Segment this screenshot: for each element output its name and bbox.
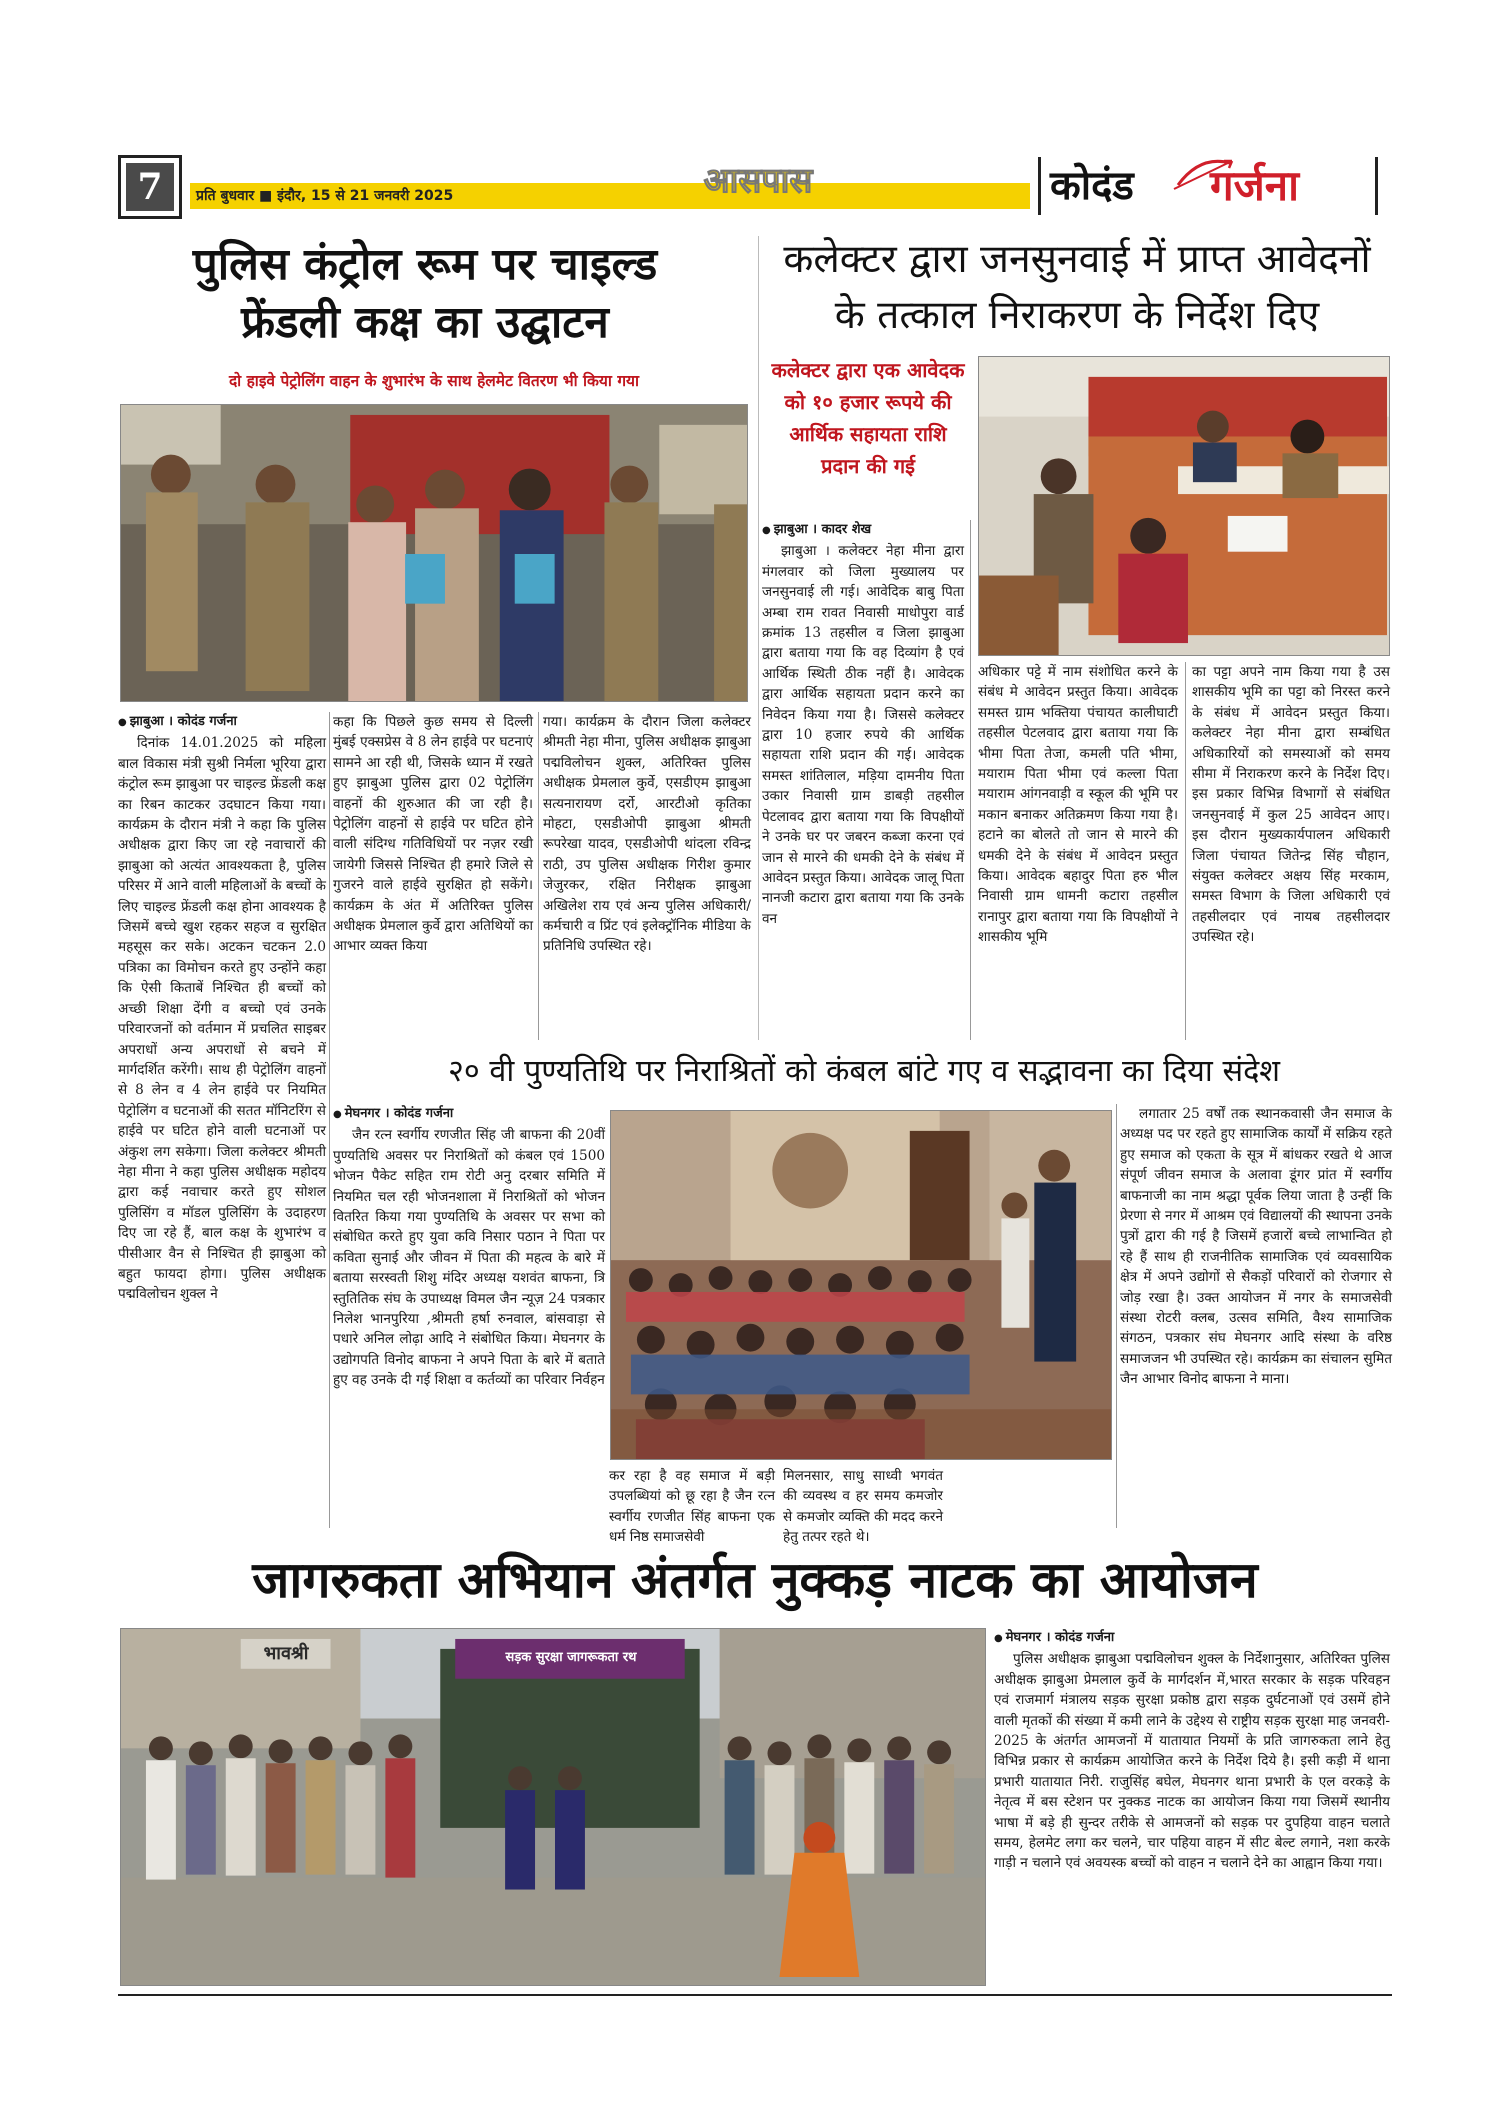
section-title: आसपास: [703, 161, 813, 201]
story2-column-2: [978, 662, 1178, 1040]
page-number: 7: [137, 166, 163, 208]
brand-right: गर्जना: [1210, 161, 1299, 210]
story2-text-col2: अधिकार पट्टे में नाम संशोधित करने के संबंध मे आवेदन प्रस्तुत किया। आवेदक समस्त ग्राम भक्तिया पंचायत कालीघाटी तहसील पेटलवाद द्वारा बताया गया कि भीमा पिता तेजा, कमली पति भीमा, मयाराम पिता भीमा एवं कल्ला पिता मयाराम आंगनवाड़ी व स्कूल की भूमि पर मकान बनाकर अतिक्रमण किया गया है। हटाने का बोलते तो जान से मारने की धमकी देने के संबंध में आवेदन प्रस्तुत किया। आवेदक बहादुर पिता हरु भील निवासी ग्राम धामनी कटारा तहसील रानापुर द्वारा बताया गया कि विपक्षीयों ने शासकीय भूमि: [978, 664, 1178, 946]
bottom-rule: [118, 1994, 1392, 1996]
bullet-icon: ●: [994, 1633, 1003, 1644]
story4-text: पुलिस अधीक्षक झाबुआ पद्मविलोचन शुक्ल के निर्देशानुसार, अतिरिक्त पुलिस अधीक्षक झाबुआ प्रेमलाल कुर्वे के मार्गदर्शन में,भारत सरकार के सड़क परिवहन एवं राजमार्ग मंत्रालय सड़क सुरक्षा प्रकोष्ठ द्वारा सड़क दुर्घटनाओं एवं उसमें होने वाली मृतकों की संख्या में कमी लाने के उद्देश्य से राष्ट्रीय सड़क सुरक्षा माह जनवरी- 2025 के अंतर्गत आमजनों में यातायात नियमों के प्रति जागरुकता लाने हेतु विभिन्न प्रकार से कार्यक्रम आयोजित करने के निर्देश दिये है। इसी कड़ी में थाना प्रभारी यातायात निरी. राजुसिंह बघेल, मेघनगर थाना प्रभारी के एल वरकड़े के नेतृत्व में बस स्टेशन पर नुक्कड नाटक का आयोजन किया गया जिसमें स्थानीय भाषा में बड़े ही सुन्दर तरीके से आमजनों को सड़क पर दुपहिया वाहन चलाते समय, हेलमेट लगा कर चलने, चार पहिया वाहन में सीट बेल्ट लगाने, नशा करके गाड़ी न चलाने एवं अवयस्क बच्चों को वाहन न चलाने देने का आह्वान किया गया।: [994, 1651, 1390, 1872]
story3-column-3: [783, 1466, 943, 1546]
story2-headline-line2: के तत्काल निराकरण के निर्देश दिए: [834, 293, 1320, 338]
story1-headline: [110, 236, 740, 352]
story2-column-1: [762, 520, 964, 1040]
brand-left: कोदंड: [1050, 163, 1134, 209]
story1-byline: झाबुआ । कोदंड गर्जना: [129, 714, 237, 729]
story2-headline: [762, 232, 1392, 344]
story3-byline: मेघनगर । कोदंड गर्जना: [344, 1106, 454, 1121]
story3-text-col1: जैन रत्न स्वर्गीय रणजीत सिंह जी बाफना की 20वीं पुण्यतिथि अवसर पर निराश्रितों को कंबल एवं 1500 भोजन पैकेट सहित राम रोटी अनु दरबार समिति में नियमित चल रही भोजनशाला में निराश्रितों को भोजन वितरित किया गया पुण्यतिथि के अवसर पर सभा को संबोधित करते हुए युवा कवि निसार पठान ने पिता पर कविता सुनाई और जीवन में पिता की महत्व के बारे में बताया सरस्वती शिशु मंदिर अध्यक्ष यशवंत बाफना, त्रि स्तुतितिक संघ के उपाध्यक्ष विमल जैन न्यूज़ 24 पत्रकार निलेश भानपुरिया ,श्रीमती हर्षा रुनवाल, बांसवाड़ा से पधारे अनिल लोढ़ा आदि ने संबोधित किया। मेघनगर के उद्योगपति विनोद बाफना ने अपने पिता के बारे में बताते हुए वह उनके दी गई शिक्षा व कर्तव्यों का परिवार निर्वहन: [333, 1127, 605, 1389]
story3-text-col3: मिलनसार, साधु साध्वी भगवंत की व्यवस्थ व हर समय कमजोर से कमजोर व्यक्ति की मदद करने हेतु तत्पर रहते थे।: [783, 1468, 943, 1546]
story3-text-col4: लगातार 25 वर्षों तक स्थानकवासी जैन समाज के अध्यक्ष पद पर रहते हुए सामाजिक कार्यों में सक्रिय रहते हुए समाज को एकता के सूत्र में बांधकर रखते थे आज संपूर्ण जीवन समाज के अलावा डूंगर प्रांत में स्वर्गीय बाफनाजी का नाम श्रद्धा पूर्वक लिया जाता है उन्हीं कि प्रेरणा से नगर में आश्रम एवं विद्यालयों की स्थापना उनके पुत्रों द्वारा की गई है जिसमें हजारों बच्चे लाभान्वित हो रहे हैं साथ ही राजनीतिक सामाजिक एवं व्यवसायिक क्षेत्र में अपने उद्योगों से सैकड़ों परिवारों को रोजगार से जोड़ रखा है। उक्त आयोजन में नगर के समाजसेवी संस्था रोटरी क्लब, उत्सव समिति, वैश्य सामाजिक संगठन, पत्रकार संघ मेघनगर आदि संस्था के वरिष्ठ समाजजन भी उपस्थित रहे। कार्यक्रम का संचालन सुमित जैन आभार विनोद बाफना ने माना।: [1120, 1106, 1392, 1388]
story1-headline-line2: फ्रेंडली कक्ष का उद्घाटन: [241, 297, 609, 348]
story3-text-col2: कर रहा है वह समाज में बड़ी उपलब्धियां को छू रहा है जैन रत्न स्वर्गीय रणजीत सिंह बाफना एक धर्म निष्ठ समाजसेवी: [609, 1468, 775, 1546]
story2-byline: झाबुआ । कादर शेख: [773, 522, 872, 537]
story1-column-3: [543, 712, 751, 1040]
story1-photo: [120, 404, 748, 702]
story3-headline: २० वी पुण्यतिथि पर निराश्रितों को कंबल बांटे गए व सद्भावना का दिया संदेश: [447, 1054, 1281, 1089]
story2-column-3: [1192, 662, 1390, 1040]
story3-column-1: [333, 1104, 605, 1528]
story1-headline-line1: पुलिस कंट्रोल रूम पर चाइल्ड: [192, 239, 658, 290]
story1-column-1: [118, 712, 326, 1528]
story4-byline: मेघनगर । कोदंड गर्जना: [1005, 1630, 1115, 1645]
story1-column-2: [333, 712, 533, 1040]
masthead: [118, 155, 1388, 219]
story4-photo: [120, 1628, 986, 1986]
story4-headline: जागरुकता अभियान अंतर्गत नुक्कड़ नाटक का आयोजन: [252, 1551, 1258, 1609]
story1-subhead: दो हाइवे पेट्रोलिंग वाहन के शुभारंभ के साथ हेलमेट वितरण भी किया गया: [228, 372, 640, 390]
column-rule: [758, 236, 759, 1040]
bullet-icon: ●: [762, 525, 771, 536]
column-rule: [1185, 662, 1186, 1040]
page-number-box: [118, 155, 182, 219]
story4-column: [994, 1628, 1390, 1986]
bullet-icon: ●: [333, 1109, 342, 1120]
column-rule: [538, 712, 539, 1040]
dateline: प्रति बुधवार ■ इंदौर, 15 से 21 जनवरी 2025: [196, 188, 454, 204]
column-rule: [970, 520, 971, 1040]
story3-photo: [610, 1110, 1112, 1460]
column-rule: [329, 712, 330, 1528]
story2-text-col3: का पट्टा अपने नाम किया गया है उस शासकीय भूमि का पट्टा को निरस्त करने के संबंध में आवेदन प्रस्तुत किया। कलेक्टर नेहा मीना द्वारा सम्बंधित अधिकारियों को समस्याओं को समय सीमा में निराकरण करने के निर्देश दिए। इस प्रकार विभिन्न विभागों से संबंधित जनसुनवाई में कुल 25 आवेदन आए। इस दौरान मुख्यकार्यपालन अधिकारी जिला पंचायत जितेन्द्र सिंह चौहान, संयुक्त कलेक्टर अक्षय सिंह मरकाम, समस्त विभाग के जिला अधिकारी एवं तहसीलदार एवं नायब तहसीलदार उपस्थित रहे।: [1192, 664, 1390, 946]
story2-text-col1: झाबुआ । कलेक्टर नेहा मीना द्वारा मंगलवार को जिला मुख्यालय पर जनसुनवाई ली गई। आवेदिक बाबु पिता अम्बा राम रावत निवासी माधोपुरा वार्ड क्रमांक 13 तहसील व जिला झाबुआ द्वारा बताया गया कि वह दिव्यांग है एवं आर्थिक स्थिती ठीक नहीं है। आवेदक द्वारा आर्थिक सहायता प्रदान करने का निवेदन किया गया है। जिससे कलेक्टर द्वारा 10 हजार रुपये की आर्थिक सहायता राशि प्रदान की गई। आवेदक समस्त शांतिलाल, मड़िया दामनीय पिता उकार निवासी ग्राम डाबड़ी तहसील पेटलावद द्वारा बताया गया कि विपक्षीयों ने उनके घर पर जबरन कब्जा करना एवं जान से मारने की धमकी देने के संबंध में आवेदन प्रस्तुत किया। आवेदक जालू पिता नानजी कटारा द्वारा बताया गया कि उनके वन: [762, 543, 964, 927]
bullet-icon: ●: [118, 717, 127, 728]
story4-photo-banner: भावश्री: [263, 1643, 309, 1664]
story3-column-4: [1120, 1104, 1392, 1528]
story2-headline-line1: कलेक्टर द्वारा जनसुनवाई में प्राप्त आवेदनों: [783, 237, 1371, 282]
story4-photo-truck-text: सड़क सुरक्षा जागरूकता रथ: [505, 1650, 637, 1665]
story1-text-col3: गया। कार्यक्रम के दौरान जिला कलेक्टर श्रीमती नेहा मीना, पुलिस अधीक्षक झाबुआ पद्मविलोचन शुक्ल, अतिरिक्त पुलिस अधीक्षक प्रेमलाल कुर्वे, एसडीएम झाबुआ सत्यनारायण दर्रो, आरटीओ कृतिका मोहटा, एसडीओपी झाबुआ श्रीमती रूपरेखा यादव, एसडीओपी थांदला रविन्द्र राठी, उप पुलिस अधीक्षक गिरीश कुमार जेजुरकर, रक्षित निरीक्षक झाबुआ अखिलेश राय एवं अन्य पुलिस अधिकारी/ कर्मचारी व प्रिंट एवं इलेक्ट्रॉनिक मीडिया के प्रतिनिधि उपस्थित रहे।: [543, 714, 751, 955]
column-rule: [1116, 1104, 1117, 1528]
brand-logo: [1030, 151, 1390, 221]
story2-pullquote: कलेक्टर द्वारा एक आवेदक को १० हजार रूपये की आर्थिक सहायता राशि प्रदान की गई: [771, 358, 965, 478]
story1-text-col1: दिनांक 14.01.2025 को महिला बाल विकास मंत्री सुश्री निर्मला भूरिया द्वारा कंट्रोल रूम झाबुआ पर चाइल्ड फ्रेंडली कक्ष का रिबन काटकर उदघाटन किया गया। कार्यक्रम के दौरान मंत्री ने कहा कि पुलिस अधीक्षक द्वारा किए जा रहे नवाचारों की झाबुआ को अत्यंत आवश्यकता है, पुलिस परिसर में आने वाली महिलाओं के बच्चों के लिए चाइल्ड फ्रेंडली कक्ष होना आवश्यक है जिसमें बच्चे खुश रहकर सहज व सुरक्षित महसूस कर सके। अटकन चटकन 2.0 पत्रिका का विमोचन करते हुए उन्होंने कहा कि ऐसी किताबें निश्चित ही बच्चों को अच्छी शिक्षा देंगी व बच्चो एवं उनके परिवारजनों को वर्तमान में प्रचलित साइबर अपराधों अन्य अपराधों से बचने में मार्गदर्शित करेंगी। साथ ही पेट्रोलिंग वाहनों से 8 लेन व 4 लेन हाईवे पर नियमित पेट्रोलिंग व घटनाओं की सतत मॉनिटरिंग से हाईवे पर घटित होने वाली घटनाओं पर अंकुश लग सकेगा। जिला कलेक्टर श्रीमती नेहा मीना ने कहा पुलिस अधीक्षक महोदय द्वारा कई नवाचार करते हुए सोशल पुलिसिंग व मॉडल पुलिसिंग के उदाहरण दिए जा रहे हैं, बाल कक्ष के शुभारंभ व पीसीआर वैन से निश्चित ही झाबुआ को बहुत फायदा होगा। पुलिस अधीक्षक पद्मविलोचन शुक्ल ने: [118, 735, 326, 1303]
story2-photo: [978, 356, 1390, 656]
story1-text-col2: कहा कि पिछले कुछ समय से दिल्ली मुंबई एक्सप्रेस वे 8 लेन हाईवे पर घटनाएं सामने आ रही थी, जिसके ध्यान में रखते हुए झाबुआ पुलिस द्वारा 02 पेट्रोलिंग वाहनों की शुरुआत की जा रही है। पेट्रोलिंग वाहनों से हाईवे पर घटित होने वाली संदिग्ध गतिविधियों पर नज़र रखी जायेगी जिससे निश्चित ही हमारे जिले से गुजरने वाले हाईवे सुरक्षित हो सकेंगे। कार्यक्रम के अंत में अतिरिक्त पुलिस अधीक्षक प्रेमलाल कुर्वे द्वारा अतिथियों का आभार व्यक्त किया: [333, 714, 533, 955]
story3-column-2: [609, 1466, 775, 1546]
